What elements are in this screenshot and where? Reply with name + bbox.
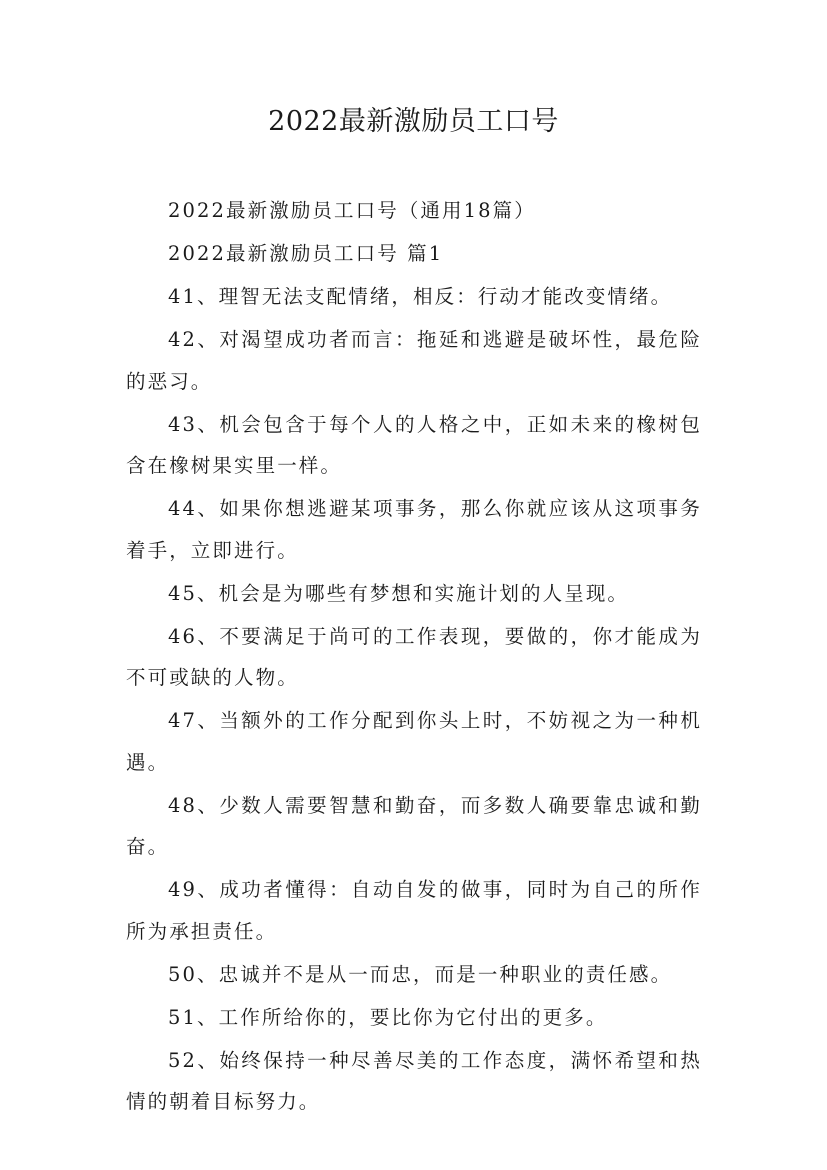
paragraph: 49、成功者懂得：自动自发的做事，同时为自己的所作所为承担责任。 bbox=[126, 878, 702, 943]
paragraph: 52、始终保持一种尽善尽美的工作态度，满怀希望和热情的朝着目标努力。 bbox=[126, 1048, 702, 1113]
paragraph: 2022最新激励员工口号（通用18篇） bbox=[168, 199, 536, 222]
paragraph: 2022最新激励员工口号 篇1 bbox=[168, 242, 444, 265]
paragraph: 46、不要满足于尚可的工作表现，要做的，你才能成为不可或缺的人物。 bbox=[126, 624, 702, 689]
paragraph: 42、对渴望成功者而言：拖延和逃避是破坏性，最危险的恶习。 bbox=[126, 328, 702, 393]
document-title: 2022最新激励员工口号 bbox=[268, 106, 559, 137]
document-body bbox=[126, 190, 702, 1124]
paragraph: 48、少数人需要智慧和勤奋，而多数人确要靠忠诚和勤奋。 bbox=[126, 793, 702, 858]
paragraph: 43、机会包含于每个人的人格之中，正如未来的橡树包含在橡树果实里一样。 bbox=[126, 412, 702, 477]
paragraph: 44、如果你想逃避某项事务，那么你就应该从这项事务着手，立即进行。 bbox=[126, 497, 702, 562]
paragraph: 50、忠诚并不是从一而忠，而是一种职业的责任感。 bbox=[168, 962, 673, 986]
paragraph: 41、理智无法支配情绪，相反：行动才能改变情绪。 bbox=[168, 285, 673, 308]
paragraph: 47、当额外的工作分配到你头上时，不妨视之为一种机遇。 bbox=[126, 709, 702, 774]
paragraph: 45、机会是为哪些有梦想和实施计划的人呈现。 bbox=[168, 581, 630, 605]
paragraph: 51、工作所给你的，要比你为它付出的更多。 bbox=[168, 1005, 608, 1029]
